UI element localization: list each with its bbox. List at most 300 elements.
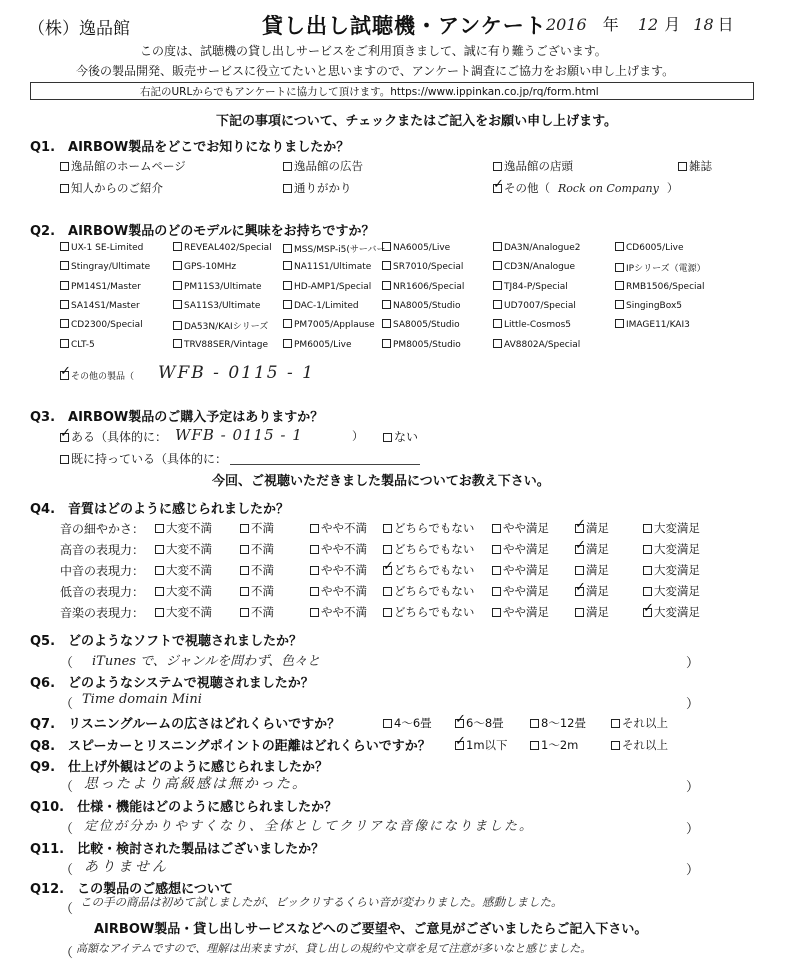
date-year-label: 年 (602, 15, 619, 34)
q4-rating-label: 大変満足 (654, 605, 700, 619)
q9-label: Q9. 仕上げ外観はどのように感じられましたか？ (30, 760, 329, 775)
q2-model-option[interactable] (60, 339, 95, 350)
q2-model-option[interactable] (173, 261, 236, 272)
checkbox[interactable] (155, 587, 164, 596)
q2-model-option[interactable] (615, 242, 684, 253)
q4-rating-label: どちらでもない (394, 605, 475, 619)
checkbox[interactable] (615, 281, 624, 290)
q2-model-option[interactable] (615, 261, 706, 274)
q2-model-option[interactable] (615, 300, 682, 311)
q2-model-label: CD6005/Live (626, 243, 684, 253)
checkbox[interactable] (283, 162, 292, 171)
checkbox[interactable] (382, 261, 391, 270)
checkbox[interactable] (383, 545, 392, 554)
q4-rating-option[interactable] (492, 583, 549, 599)
checkbox[interactable] (283, 339, 292, 348)
checkbox[interactable] (310, 587, 319, 596)
q7-option[interactable]: 4〜6畳 (383, 715, 432, 731)
q6-label: Q6. どのようなシステムで視聴されましたか？ (30, 676, 314, 691)
q2-model-label: Little-Cosmos5 (504, 320, 572, 331)
q4-rating-option[interactable] (492, 562, 549, 578)
q4-rating-option[interactable] (492, 520, 549, 536)
q4-rating-option[interactable] (492, 541, 549, 557)
checkbox[interactable] (60, 162, 69, 171)
q2-model-label: DAC-1/Limited (294, 300, 359, 311)
q2-model-label: IPシリーズ（電源） (626, 264, 706, 275)
checkbox[interactable] (643, 524, 652, 533)
q2-model-option[interactable] (283, 339, 352, 350)
q5-answer[interactable]: iTunes で、ジャンルを問わず、色々と (92, 654, 321, 669)
q4-rating-option[interactable] (643, 583, 700, 599)
q3-no[interactable]: ない (383, 428, 418, 445)
checkbox-checked[interactable] (493, 177, 504, 193)
q2-model-label: SA8005/Studio (393, 320, 460, 331)
q7-option[interactable]: 8〜12畳 (530, 715, 586, 731)
q4-rating-option[interactable] (155, 604, 212, 620)
instruction: 下記の事項について、チェックまたはご記入をお願い申し上げます。 (216, 114, 618, 129)
q4-rating-label: 大変不満 (166, 584, 212, 598)
checkbox[interactable] (615, 242, 624, 251)
q2-model-option[interactable] (283, 281, 371, 292)
q4-rating-option[interactable] (383, 559, 475, 578)
request-answer[interactable]: 高額なアイテムですので、理解は出来ますが、貸し出しの規約や文章を見て注意が多いなと感じました。 (76, 942, 592, 955)
checkbox[interactable] (382, 242, 391, 251)
q2-model-label: IMAGE11/KAI3 (626, 320, 690, 331)
q2-model-label: MSS/MSP-i5(サーバー (294, 245, 386, 255)
checkbox[interactable] (310, 566, 319, 575)
q4-rating-label: 満足 (586, 542, 609, 556)
checkbox[interactable] (492, 566, 501, 575)
checkbox[interactable] (240, 545, 249, 554)
checkbox[interactable] (615, 263, 624, 272)
q1-option[interactable]: 逸品館の広告 (283, 158, 363, 174)
checkbox[interactable] (155, 608, 164, 617)
q2-model-option[interactable] (60, 242, 143, 253)
q4-rating-option[interactable] (310, 583, 367, 599)
checkbox[interactable] (493, 162, 502, 171)
q11-label: Q11. 比較・検討された製品はございましたか？ (30, 842, 325, 857)
date (546, 12, 734, 35)
q4-row-label: 音楽の表現力： (60, 606, 145, 620)
q8-option-checked[interactable]: ✓ 1m以下 (455, 734, 508, 752)
q2-model-option[interactable] (60, 261, 150, 272)
q2-other[interactable] (60, 364, 135, 382)
q4-rating-option[interactable] (240, 604, 274, 620)
q4-label: Q4. 音質はどのように感じられましたか？ (30, 502, 290, 517)
q4-rating-option[interactable] (643, 541, 700, 557)
q2-model-label: PM14S1/Master (71, 281, 141, 292)
q2-model-option[interactable] (493, 300, 576, 311)
q2-model-label: TJ84-P/Special (504, 281, 568, 292)
q4-rating-label: 大変満足 (654, 563, 700, 577)
q2-model-label: SingingBox5 (626, 300, 683, 311)
q4-rating-label: やや不満 (321, 584, 367, 598)
q1-other-value[interactable]: Rock on Company (558, 182, 659, 195)
check-mark-icon: ✓ (455, 734, 466, 749)
checkbox[interactable] (530, 719, 539, 728)
q4-rating-label: 不満 (251, 605, 274, 619)
checkbox-checked[interactable] (383, 559, 394, 575)
q3-yes[interactable]: ✓ ある（具体的に： (60, 426, 168, 444)
q12-label: Q12. この製品のご感想について (30, 882, 233, 897)
open-paren: （ (60, 697, 74, 712)
checkbox-checked[interactable] (60, 426, 71, 442)
checkbox[interactable] (575, 566, 584, 575)
checkbox[interactable] (615, 300, 624, 309)
checkbox-checked[interactable] (575, 517, 586, 533)
q2-model-option[interactable] (283, 242, 385, 255)
checkbox[interactable] (382, 319, 391, 328)
q4-rating-label: 満足 (586, 605, 609, 619)
q7-option-checked[interactable]: ✓ 6〜8畳 (455, 712, 504, 730)
checkbox[interactable] (283, 244, 292, 253)
check-mark-icon: ✓ (575, 538, 586, 553)
q4-rating-label: 大変不満 (166, 605, 212, 619)
q1-option[interactable]: 逸品館のホームページ (60, 158, 186, 174)
q2-model-option[interactable] (493, 242, 580, 253)
check-mark-icon: ✓ (493, 177, 504, 192)
close-paren: ） (686, 822, 700, 837)
q7-option[interactable]: それ以上 (611, 715, 668, 731)
checkbox[interactable] (155, 524, 164, 533)
q2-model-label: NR1606/Special (393, 281, 465, 292)
intro-line-1: この度は、試聴機の貸し出しサービスをご利用頂きまして、誠に有り難うございます。 (140, 44, 607, 58)
q4-rating-label: 不満 (251, 563, 274, 577)
checkbox[interactable] (60, 184, 69, 193)
checkbox[interactable] (283, 281, 292, 290)
q4-rating-label: 不満 (251, 521, 274, 535)
request-label: AIRBOW製品・貸し出しサービスなどへのご要望や、ご意見がございましたらご記入下さい。 (94, 922, 648, 937)
q4-rating-option[interactable] (575, 562, 609, 578)
checkbox[interactable] (383, 608, 392, 617)
q2-model-option[interactable] (60, 300, 140, 311)
q8-option[interactable]: 1〜2m (530, 737, 578, 753)
checkbox-checked[interactable] (60, 364, 71, 380)
checkbox[interactable] (492, 524, 501, 533)
q3-owned-line (230, 464, 420, 465)
q4-rating-label: 大変満足 (654, 542, 700, 556)
check-mark-icon: ✓ (575, 580, 586, 595)
q4-row-label: 低音の表現力： (60, 585, 145, 599)
q3-owned[interactable]: 既に持っている（具体的に： (60, 450, 227, 467)
checkbox[interactable] (283, 319, 292, 328)
q4-rating-label: 不満 (251, 542, 274, 556)
q2-model-option[interactable] (382, 242, 450, 253)
q2-model-label: CD2300/Special (71, 320, 143, 331)
q4-row-label: 音の細やかさ： (60, 522, 145, 536)
open-paren: （ (60, 902, 74, 917)
q2-model-label: NA6005/Live (393, 243, 451, 253)
q4-rating-label: 大変満足 (654, 521, 700, 535)
checkbox[interactable] (283, 184, 292, 193)
close-paren: ） (686, 656, 700, 671)
q2-model-option[interactable] (382, 300, 461, 311)
q4-row-label: 中音の表現力： (60, 564, 145, 578)
q4-rating-label: どちらでもない (394, 563, 475, 577)
q4-rating-option[interactable] (310, 541, 367, 557)
q1-option[interactable]: 雑誌 (678, 158, 712, 174)
checkbox[interactable] (173, 321, 182, 330)
checkbox[interactable] (60, 319, 69, 328)
q4-rating-option[interactable] (310, 604, 367, 620)
q4-rating-option[interactable] (492, 604, 549, 620)
checkbox-checked[interactable] (643, 601, 654, 617)
checkbox[interactable] (60, 242, 69, 251)
checkbox[interactable] (240, 566, 249, 575)
q4-rating-option[interactable] (310, 520, 367, 536)
q4-rating-label: やや不満 (321, 521, 367, 535)
checkbox[interactable] (173, 300, 182, 309)
q4-rating-label: やや不満 (321, 542, 367, 556)
q4-rating-label: 大変満足 (654, 584, 700, 598)
q4-rating-label: やや不満 (321, 605, 367, 619)
q4-rating-option[interactable] (383, 604, 474, 620)
q4-rating-label: やや満足 (503, 584, 549, 598)
q4-rating-option[interactable] (240, 520, 274, 536)
q3-close: ） (352, 429, 364, 443)
q1-option-other[interactable]: ✓ その他（ Rock on Company ） (493, 177, 679, 195)
q2-model-label: DA3N/Analogue2 (504, 243, 581, 253)
q2-model-label: RMB1506/Special (626, 281, 705, 292)
date-month: 12 (637, 15, 659, 34)
checkbox[interactable] (383, 524, 392, 533)
q4-rating-option[interactable] (643, 601, 700, 620)
q2-model-option[interactable] (493, 261, 575, 272)
page-title: 貸し出し試聴機・アンケート (262, 14, 547, 38)
q2-model-label: PM6005/Live (294, 339, 352, 350)
checkbox[interactable] (611, 741, 620, 750)
q8-label: Q8. スピーカーとリスニングポイントの距離はどれくらいですか？ (30, 739, 431, 754)
q4-rating-option[interactable] (155, 562, 212, 578)
q2-model-option[interactable] (283, 300, 359, 311)
checkbox[interactable] (611, 719, 620, 728)
q4-rating-label: 大変不満 (166, 563, 212, 577)
q4-rating-option[interactable] (575, 580, 609, 599)
date-day-label: 日 (717, 15, 734, 34)
checkbox[interactable] (283, 300, 292, 309)
q2-model-option[interactable] (283, 261, 371, 272)
q4-row-label: 高音の表現力： (60, 543, 145, 557)
checkbox[interactable] (60, 300, 69, 309)
date-year: 2016 (546, 15, 587, 34)
checkbox[interactable] (383, 587, 392, 596)
q2-model-option[interactable] (60, 319, 143, 330)
checkbox[interactable] (382, 281, 391, 290)
q4-rating-option[interactable] (575, 538, 609, 557)
checkbox[interactable] (283, 261, 292, 270)
url-line[interactable]: 右記のURLからでもアンケートに協力して頂けます。https://www.ippinkan.co.jp/rq/form.html (140, 86, 599, 98)
open-paren: （ (60, 946, 74, 961)
q4-rating-option[interactable] (240, 562, 274, 578)
q10-answer[interactable]: 定位が分かりやすくなり、全体としてクリアな音像になりました。 (84, 819, 535, 834)
checkbox[interactable] (493, 319, 502, 328)
checkbox-checked[interactable] (575, 538, 586, 554)
checkbox[interactable] (678, 162, 687, 171)
checkbox[interactable] (575, 608, 584, 617)
q2-model-label: REVEAL402/Special (184, 243, 272, 253)
q4-rating-option[interactable] (240, 541, 274, 557)
checkbox[interactable] (643, 545, 652, 554)
q4-rating-label: どちらでもない (394, 584, 475, 598)
q4-rating-option[interactable] (383, 541, 474, 557)
q2-model-label: SA11S3/Ultimate (184, 300, 261, 311)
q4-rating-label: どちらでもない (394, 542, 475, 556)
q4-rating-label: やや不満 (321, 563, 367, 577)
q1-option[interactable]: 逸品館の店頭 (493, 158, 573, 174)
checkbox[interactable] (383, 719, 392, 728)
q2-model-option[interactable] (173, 242, 272, 253)
q2-model-option[interactable] (173, 319, 268, 332)
checkbox-checked[interactable] (455, 712, 466, 728)
check-mark-icon: ✓ (60, 364, 71, 379)
q2-model-option[interactable] (493, 281, 568, 292)
q2-model-option[interactable] (382, 319, 460, 330)
checkbox[interactable] (60, 281, 69, 290)
q2-model-option[interactable] (615, 281, 705, 292)
q8-option[interactable]: それ以上 (611, 737, 668, 753)
q6-answer[interactable]: Time domain Mini (82, 692, 202, 707)
check-mark-icon: ✓ (575, 517, 586, 532)
checkbox[interactable] (492, 545, 501, 554)
checkbox[interactable] (240, 608, 249, 617)
checkbox[interactable] (493, 242, 502, 251)
q1-option[interactable]: 知人からのご紹介 (60, 180, 163, 196)
checkbox[interactable] (493, 300, 502, 309)
q2-model-option[interactable] (382, 339, 461, 350)
checkbox[interactable] (643, 566, 652, 575)
checkbox-checked[interactable] (575, 580, 586, 596)
checkbox[interactable] (493, 281, 502, 290)
checkbox[interactable] (492, 587, 501, 596)
q4-rating-option[interactable] (575, 604, 609, 620)
checkbox[interactable] (382, 339, 391, 348)
q4-rating-label: やや満足 (503, 605, 549, 619)
checkbox[interactable] (310, 545, 319, 554)
check-mark-icon: ✓ (643, 601, 654, 616)
q4-rating-option[interactable] (240, 583, 274, 599)
q2-model-option[interactable] (382, 261, 463, 272)
q1-option[interactable]: 通りがかり (283, 180, 352, 196)
date-day: 18 (693, 15, 714, 34)
q4-rating-option[interactable] (155, 541, 212, 557)
q4-rating-option[interactable] (383, 520, 474, 536)
checkbox[interactable] (492, 608, 501, 617)
checkbox[interactable] (310, 524, 319, 533)
q2-model-option[interactable] (60, 281, 141, 292)
q2-model-option[interactable] (173, 339, 268, 350)
q2-model-label: PM11S3/Ultimate (184, 281, 262, 292)
open-paren: （ (60, 656, 74, 671)
q2-model-label: GPS-10MHz (184, 262, 237, 273)
q2-model-option[interactable] (493, 339, 580, 350)
checkbox[interactable] (155, 545, 164, 554)
date-month-label: 月 (664, 15, 681, 34)
q4-rating-label: やや満足 (503, 521, 549, 535)
q2-model-label: CD3N/Analogue (504, 262, 576, 273)
checkbox[interactable] (173, 281, 182, 290)
check-mark-icon: ✓ (60, 426, 71, 441)
q10-label: Q10. 仕様・機能はどのように感じられましたか？ (30, 800, 338, 815)
q4-rating-option[interactable] (383, 583, 474, 599)
q4-rating-option[interactable] (575, 517, 609, 536)
q4-rating-option[interactable] (155, 583, 212, 599)
q2-model-label: NA8005/Studio (393, 300, 461, 311)
checkbox[interactable] (173, 242, 182, 251)
q2-label: Q2. AIRBOW製品のどのモデルに興味をお持ちですか？ (30, 224, 375, 239)
open-paren: （ (60, 780, 74, 795)
open-paren: （ (60, 822, 74, 837)
q12-answer[interactable]: この手の商品は初めて試しましたが、ビックリするくらい音が変わりました。感動しました。 (80, 895, 563, 909)
q2-model-option[interactable] (615, 319, 690, 330)
check-mark-icon: ✓ (455, 712, 466, 727)
q2-model-label: UD7007/Special (504, 300, 576, 311)
q2-model-option[interactable] (283, 319, 375, 330)
q4-rating-option[interactable] (310, 562, 367, 578)
checkbox[interactable] (530, 741, 539, 750)
q3-yes-value[interactable]: WFB - 0115 - 1 (175, 426, 303, 444)
q1-label: Q1. AIRBOW製品をどこでお知りになりましたか？ (30, 140, 350, 155)
intro-line-2: 今後の製品開発、販売サービスに役立てたいと思いますので、アンケート調査にご協力をお願い申し上げます。 (76, 64, 675, 78)
q2-model-option[interactable] (493, 319, 571, 330)
checkbox[interactable] (240, 524, 249, 533)
q2-model-label: PM8005/Studio (393, 339, 461, 350)
q4-rating-label: 大変不満 (166, 542, 212, 556)
q2-model-option[interactable] (382, 281, 464, 292)
q4-rating-label: 満足 (586, 563, 609, 577)
q4-rating-option[interactable] (643, 562, 700, 578)
q2-model-label: DA53N/KAIシリーズ (184, 322, 269, 333)
checkbox[interactable] (383, 433, 392, 442)
checkbox[interactable] (60, 339, 69, 348)
checkbox[interactable] (382, 300, 391, 309)
q2-model-label: HD-AMP1/Special (294, 281, 372, 292)
q7-label: Q7. リスニングルームの広さはどれくらいですか？ (30, 717, 341, 732)
close-paren: ） (686, 697, 700, 712)
q11-answer[interactable]: ありません (84, 859, 169, 875)
check-mark-icon: ✓ (383, 559, 394, 574)
checkbox[interactable] (310, 608, 319, 617)
checkbox-checked[interactable] (455, 734, 466, 750)
q2-model-option[interactable] (173, 281, 262, 292)
q2-model-label: SR7010/Special (393, 262, 464, 273)
open-paren: （ (60, 863, 74, 878)
checkbox[interactable] (493, 339, 502, 348)
q2-model-label: CLT-5 (71, 339, 95, 350)
q2-model-option[interactable] (173, 300, 260, 311)
q2-model-label: AV8802A/Special (504, 339, 581, 350)
q5-label: Q5. どのようなソフトで視聴されましたか？ (30, 634, 303, 649)
q2-model-label: PM7005/Applause (294, 320, 375, 331)
checkbox[interactable] (643, 587, 652, 596)
checkbox[interactable] (173, 339, 182, 348)
q2-model-label: Stingray/Ultimate (71, 262, 151, 273)
checkbox[interactable] (615, 319, 624, 328)
q4-rating-option[interactable] (643, 520, 700, 536)
q2-model-label: UX-1 SE-Limited (71, 243, 144, 253)
checkbox[interactable] (60, 261, 69, 270)
checkbox[interactable] (173, 261, 182, 270)
q2-model-label: NA11S1/Ultimate (294, 262, 372, 273)
q2-other-value[interactable]: WFB - 0115 - 1 (158, 363, 315, 383)
checkbox[interactable] (493, 261, 502, 270)
q4-rating-label: やや満足 (503, 542, 549, 556)
checkbox[interactable] (240, 587, 249, 596)
q4-rating-option[interactable] (155, 520, 212, 536)
q9-answer[interactable]: 思ったより高級感は無かった。 (84, 776, 308, 792)
checkbox[interactable] (60, 455, 69, 464)
checkbox[interactable] (155, 566, 164, 575)
q2-other-label: その他の製品（ (71, 372, 135, 382)
